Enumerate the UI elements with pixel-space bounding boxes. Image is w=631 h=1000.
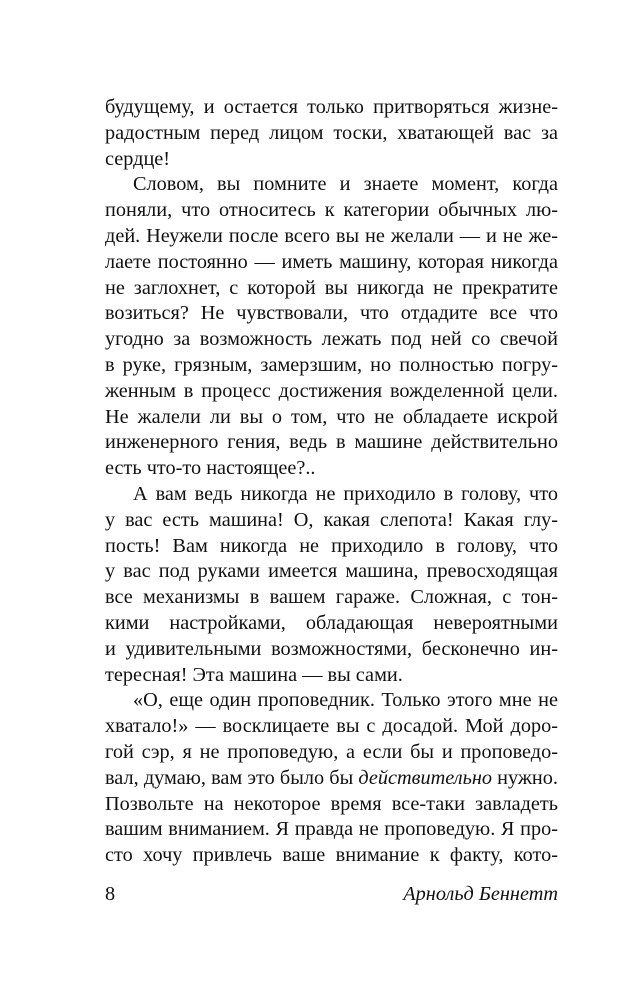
paragraph-2 [105,172,558,482]
text-line: у вас под руками имеется машина, превосходящая [105,560,558,583]
text-line: возиться? Не чувствовали, что отдадите все что [105,302,558,325]
text-line: в руке, грязным, замерзшим, но полностью погру- [105,353,558,376]
text-line: Позвольте на некоторое время все-таки завладеть [105,792,558,815]
emphasized-word: действительно [358,766,493,789]
text-line: пость! Вам никогда не приходило в голову, что [105,534,558,557]
text-line: лаете постоянно — иметь машину, которая никогда [105,250,558,273]
text-line: угодно за возможность лежать под ней со свечой [105,328,558,351]
text-line: дей. Неужели после всего вы не желали — и не же- [105,224,558,247]
paragraph-1 [105,95,558,172]
text-line: вашим вниманием. Я правда не проповедую. Я про- [105,818,558,841]
text-line: есть что-то настоящее?.. [105,457,316,480]
text-fragment: нужно. [497,766,558,789]
text-line: кими настройками, обладающая невероятными [105,611,558,634]
page-number: 8 [105,883,116,905]
text-line: радостным перед лицом тоски, хватающей вас за [105,121,558,144]
text-line: не заглохнет, с которой вы никогда не прекратите [105,276,558,299]
text-line: будущему, и остается только притворяться жизне- [105,96,558,118]
text-line: женным в процесс достижения вожделенной цели. [105,379,558,402]
text-line: инженерного гения, ведь в машине действительно [105,431,558,454]
text-line: поняли, что относитесь к категории обычных лю- [105,199,558,222]
text-line: «О, еще один проповедник. Только этого мне не [133,689,558,712]
text-line: гой сэр, я не проповедую, а если бы и проповедо- [105,740,558,763]
text-line: сто хочу привлечь ваше внимание к факту, кото- [105,844,558,867]
text-line: хватало!» — восклицаете вы с досадой. Мой дорo- [105,715,558,738]
paragraph-3 [105,482,558,688]
text-line: и удивительными возможностями, бесконечно ин- [105,637,558,660]
text-line: тересная! Эта машина — вы сами. [105,663,403,686]
text-line: Словом, вы помните и знаете момент, когда [133,173,558,196]
body-text [105,95,558,869]
text-line: сердце! [105,147,171,170]
text-line-with-emphasis [105,766,558,792]
text-fragment: вал, думаю, вам это было бы [105,766,354,789]
text-line: у вас есть машина! О, какая слепота! Какая глу- [105,508,558,531]
text-line: А вам ведь никогда не приходило в голову, что [133,482,558,505]
paragraph-4 [105,688,558,869]
running-title: Арнольд Беннетт [403,883,558,905]
text-line: все механизмы в вашем гараже. Сложная, с тон- [105,586,558,609]
text-line: Не жалели ли вы о том, что не обладаете искрой [105,405,558,428]
